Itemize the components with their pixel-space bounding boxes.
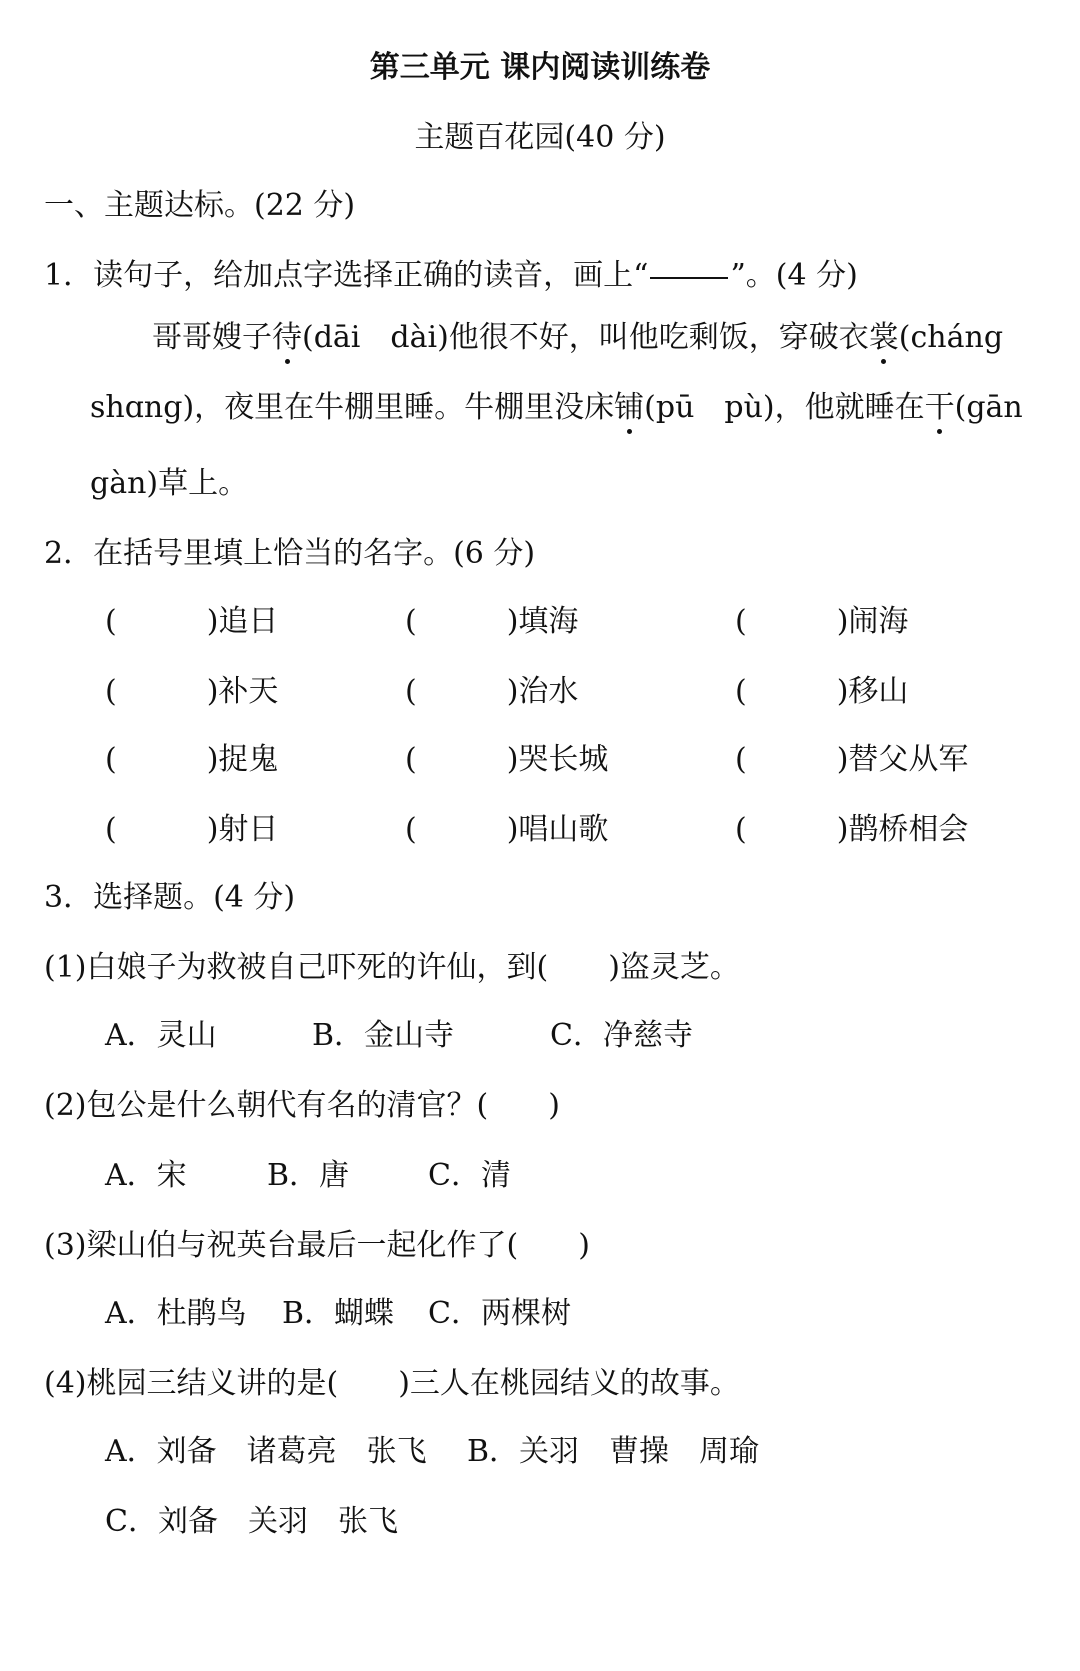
choice-option: B．唐 xyxy=(267,1158,350,1193)
pinyin-options: (gān xyxy=(954,390,1023,425)
fill-blank-item: ( )射日 xyxy=(105,812,279,847)
underline-blank xyxy=(650,277,728,279)
choice-option: A．刘备 诸葛亮 张飞 xyxy=(105,1434,427,1469)
q1-passage-line-2 xyxy=(90,382,1023,426)
page-subtitle: 主题百花园(40 分) xyxy=(414,120,666,155)
fill-blank-item: ( )闹海 xyxy=(735,604,909,639)
fill-blank-item: ( )哭长城 xyxy=(405,742,609,777)
fill-blank-item: ( )捉鬼 xyxy=(105,742,279,777)
choice-option: B．金山寺 xyxy=(312,1018,455,1053)
passage-text: ，他就睡在 xyxy=(774,390,925,425)
choice-option: C．净慈寺 xyxy=(550,1018,693,1053)
fill-blank-item: ( )鹊桥相会 xyxy=(735,812,969,847)
choice-option: C．刘备 关羽 张飞 xyxy=(105,1504,398,1539)
dotted-char: 干 xyxy=(925,382,955,426)
pinyin-options: (pū pù) xyxy=(644,390,775,425)
choice-option: B．蝴蝶 xyxy=(282,1296,395,1331)
dotted-char: 待 xyxy=(272,312,302,356)
fill-blank-item: ( )移山 xyxy=(735,674,909,709)
pinyin-options: shɑng) xyxy=(90,390,195,425)
passage-text: 哥哥嫂子 xyxy=(152,320,272,355)
choice-option: C．两棵树 xyxy=(428,1296,571,1331)
fill-blank-item: ( )唱山歌 xyxy=(405,812,609,847)
question-1-prompt: 1．读句子，给加点字选择正确的读音，画上“ ”。(4 分) xyxy=(44,258,858,293)
q1-prompt-pre: 读句子，给加点字选择正确的读音，画上“ xyxy=(93,258,649,293)
choice-option: A．宋 xyxy=(105,1158,187,1193)
dotted-char: 裳 xyxy=(869,312,899,356)
fill-blank-item: ( )替父从军 xyxy=(735,742,969,777)
pinyin-options: gàn) xyxy=(90,466,159,501)
passage-text: 草上。 xyxy=(158,466,249,501)
choice-option: A．灵山 xyxy=(105,1018,217,1053)
choice-question: (2)包公是什么朝代有名的清官？( ) xyxy=(44,1088,560,1123)
passage-text: ，夜里在牛棚里睡。牛棚里没床 xyxy=(194,390,615,425)
choice-option: C．清 xyxy=(428,1158,511,1193)
pinyin-options: (dāi dài) xyxy=(302,320,449,355)
pinyin-options: (cháng xyxy=(898,320,1004,355)
section-heading: 一、主题达标。(22 分) xyxy=(44,188,356,223)
fill-blank-item: ( )填海 xyxy=(405,604,579,639)
choice-option: B．关羽 曹操 周瑜 xyxy=(467,1434,760,1469)
q1-passage-line-1 xyxy=(152,312,1003,356)
dotted-char: 铺 xyxy=(614,382,644,426)
q1-passage-line-3 xyxy=(90,458,248,502)
fill-blank-item: ( )追日 xyxy=(105,604,279,639)
page-title: 第三单元 课内阅读训练卷 xyxy=(369,50,711,85)
choice-question: (4)桃园三结义讲的是( )三人在桃园结义的故事。 xyxy=(44,1366,740,1401)
passage-text: 他很不好，叫他吃剩饭，穿破衣 xyxy=(448,320,869,355)
fill-blank-item: ( )治水 xyxy=(405,674,579,709)
fill-blank-item: ( )补天 xyxy=(105,674,279,709)
choice-option: A．杜鹃鸟 xyxy=(105,1296,247,1331)
choice-question: (1)白娘子为救被自己吓死的许仙，到( )盗灵芝。 xyxy=(44,950,740,985)
question-3-prompt: 3．选择题。(4 分) xyxy=(44,880,296,915)
question-2-prompt: 2．在括号里填上恰当的名字。(6 分) xyxy=(44,536,536,571)
choice-question: (3)梁山伯与祝英台最后一起化作了( ) xyxy=(44,1228,590,1263)
q1-prompt-post: ”。(4 分) xyxy=(730,258,858,293)
